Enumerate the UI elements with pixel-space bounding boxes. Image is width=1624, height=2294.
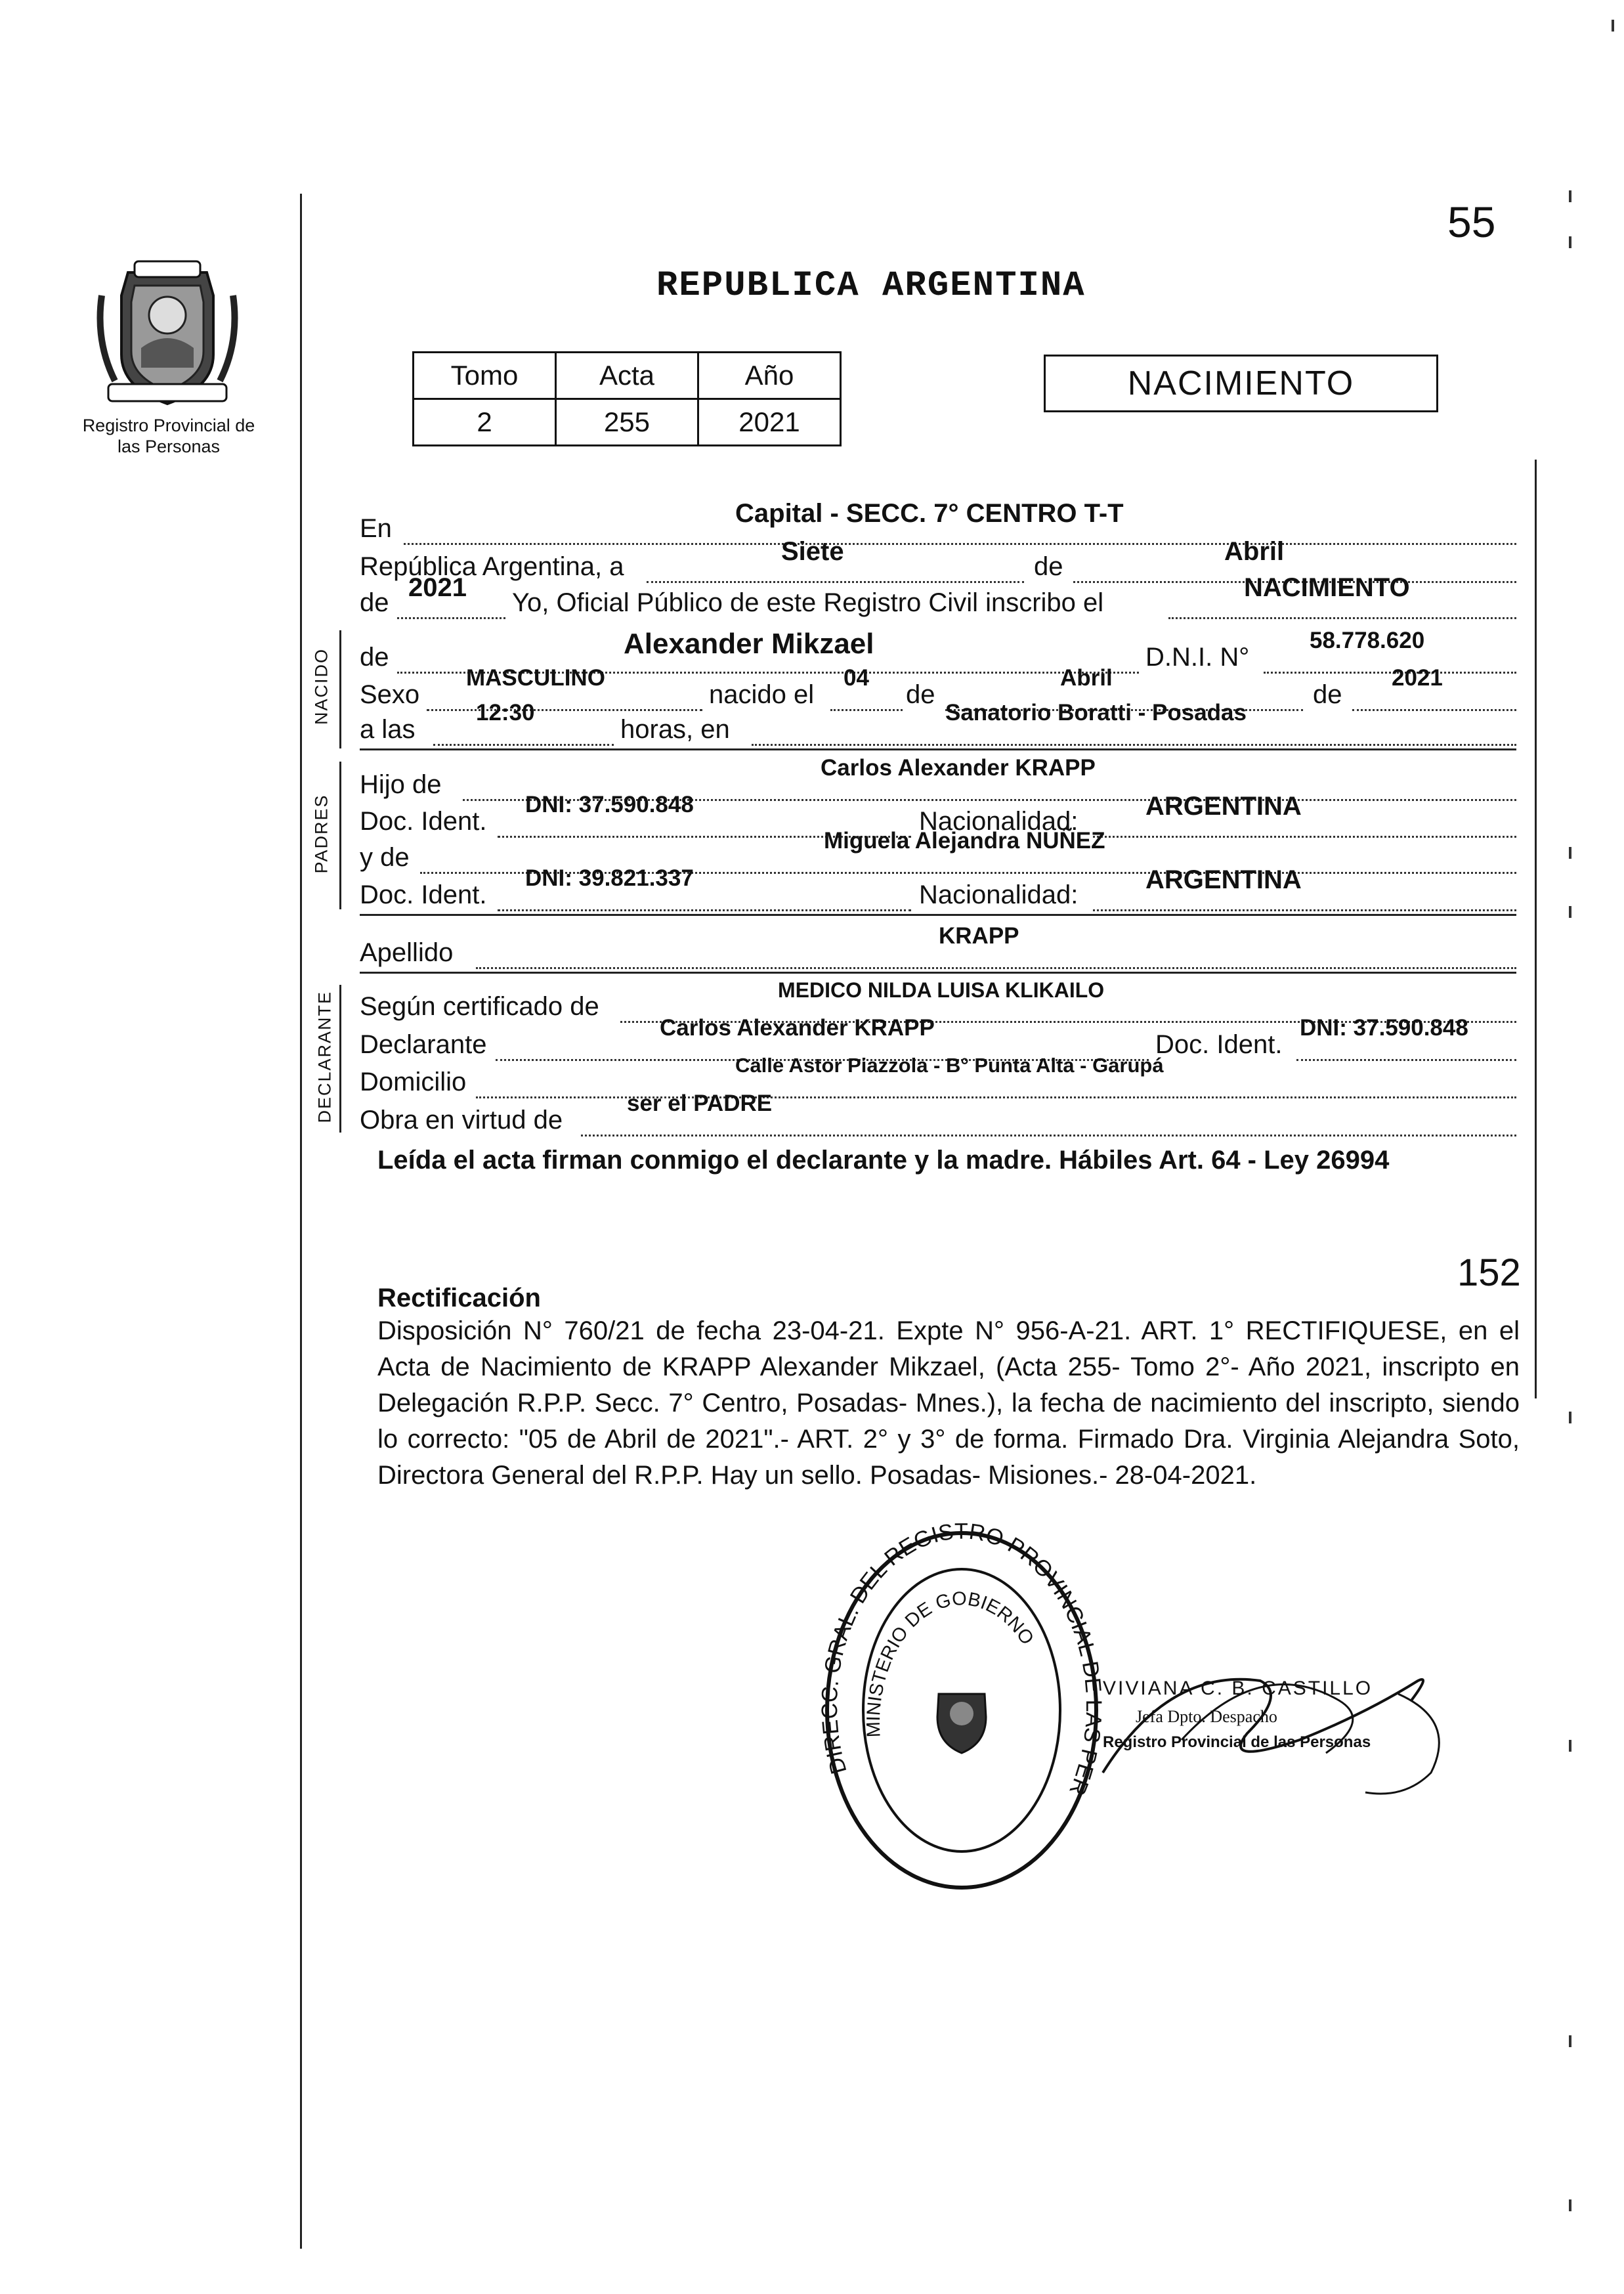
horas-label: horas, en xyxy=(620,715,730,744)
mother-doc-label: Doc. Ident. xyxy=(360,880,487,909)
right-margin-line xyxy=(1535,460,1537,1398)
apellido-divider xyxy=(360,972,1516,974)
acta-value: 255 xyxy=(556,399,698,446)
ano-header: Año xyxy=(698,353,841,399)
signer-name: VIVIANA C. B. CASTILLO xyxy=(1103,1677,1373,1699)
domicilio-value: Calle Astor Piazzola - B° Punta Alta - Garupá xyxy=(735,1054,1164,1077)
apellido-label: Apellido xyxy=(360,938,454,967)
ano-value: 2021 xyxy=(698,399,841,446)
decl-doc: DNI: 37.590.848 xyxy=(1300,1015,1468,1041)
birth-day: 04 xyxy=(844,665,869,691)
mother-doc: DNI: 39.821.337 xyxy=(525,865,694,891)
rectificacion-body: Disposición N° 760/21 de fecha 23-04-21. Expte N° 956-A-21. ART. 1° RECTIFIQUESE, en el Acta de Nacimiento de KRAPP Alexander Mikzael, (Acta 255- Tomo 2°- Año 2021, inscripto en Delegación R.P.P. Secc. 7° Centro, Posadas- Mnes.), la fecha de nacimiento del inscripto, siendo lo correcto: "05 de Abril de 2021".- ART. 2° y 3° de forma. Firmado Dra. Virginia Alejandra Soto, Directora General del R.P.P. Hay un sello. Posadas- Misiones.- 28-04-2021. xyxy=(377,1316,1520,1490)
nacido-bracket-line xyxy=(339,630,341,748)
tomo-acta-ano-table xyxy=(412,351,842,446)
dni-value: 58.778.620 xyxy=(1310,628,1425,653)
nacido-side-label: NACIDO xyxy=(311,648,331,725)
day-value: Siete xyxy=(781,537,844,566)
stamp-inner-text: MINISTERIO DE GOBIERNO xyxy=(863,1588,1038,1738)
scan-mark xyxy=(1612,20,1614,32)
page-number: 55 xyxy=(1447,198,1496,246)
mother-name: Miguela Alejandra NUÑEZ xyxy=(824,828,1105,854)
name-value: Alexander Mikzael xyxy=(624,628,874,660)
scan-mark xyxy=(1569,2035,1571,2047)
signer-title: Jefa Dpto. Despacho xyxy=(1136,1707,1277,1726)
scan-mark xyxy=(1569,190,1571,202)
declarante-value: Carlos Alexander KRAPP xyxy=(660,1015,935,1041)
mother-nac-label: Nacionalidad: xyxy=(919,880,1079,909)
father-nac-label: Nacionalidad: xyxy=(919,807,1079,836)
dni-label: D.N.I. N° xyxy=(1145,643,1250,672)
acta-header: Acta xyxy=(556,353,698,399)
rectificacion-title: Rectificación xyxy=(377,1284,541,1312)
act-type-box: NACIMIENTO xyxy=(1044,355,1438,412)
de2-label: de xyxy=(360,588,389,617)
de-label: de xyxy=(1034,552,1063,581)
declarante-side-label: DECLARANTE xyxy=(314,990,335,1123)
father-name: Carlos Alexander KRAPP xyxy=(821,755,1096,781)
left-margin-line xyxy=(300,194,302,2249)
obra-value: ser el PADRE xyxy=(627,1091,773,1116)
sexo-value: MASCULINO xyxy=(466,665,605,691)
nacido-de-label: de xyxy=(360,643,389,672)
scan-mark xyxy=(1569,2199,1571,2211)
birth-year: 2021 xyxy=(1392,665,1443,691)
scan-mark xyxy=(1569,236,1571,248)
month-value: Abril xyxy=(1224,537,1285,566)
padres-bracket-line xyxy=(339,762,341,909)
tomo-value: 2 xyxy=(414,399,556,446)
time-value: 12:30 xyxy=(476,700,535,725)
decl-doc-label: Doc. Ident. xyxy=(1155,1030,1283,1059)
yo-text: Yo, Oficial Público de este Registro Civil inscribo el xyxy=(512,588,1104,617)
father-doc-label: Doc. Ident. xyxy=(360,807,487,836)
inscribo-value: NACIMIENTO xyxy=(1244,573,1410,602)
declarante-bracket-line xyxy=(339,985,341,1133)
domicilio-label: Domicilio xyxy=(360,1068,467,1096)
en-label: En xyxy=(360,514,392,543)
de-label-2: de xyxy=(906,680,935,709)
provincia-misiones-emblem-icon xyxy=(82,256,253,414)
republica-label: República Argentina, a xyxy=(360,552,624,581)
stamp-outer-text: DIRECC. GRAL. DEL REGISTRO PROVINCIAL DE LAS PER xyxy=(817,1519,1107,1799)
nacido-el-label: nacido el xyxy=(709,680,815,709)
svg-text:DIRECC. GRAL. DEL REGISTRO PRO xyxy=(814,1513,1106,1799)
scan-mark xyxy=(1569,1740,1571,1752)
nacido-divider xyxy=(360,748,1516,750)
obra-label: Obra en virtud de xyxy=(360,1106,563,1135)
scan-mark xyxy=(1569,1412,1571,1423)
segun-value: MEDICO NILDA LUISA KLIKAILO xyxy=(778,978,1105,1002)
yde-label: y de xyxy=(360,843,410,872)
year-value: 2021 xyxy=(408,573,467,602)
father-nac: ARGENTINA xyxy=(1145,792,1302,821)
mother-nac: ARGENTINA xyxy=(1145,865,1302,894)
a-las-label: a las xyxy=(360,715,416,744)
en-value: Capital - SECC. 7° CENTRO T-T xyxy=(735,499,1124,528)
place-value: Sanatorio Boratti - Posadas xyxy=(945,700,1247,725)
scan-mark xyxy=(1569,906,1571,918)
father-doc: DNI: 37.590.848 xyxy=(525,792,694,817)
apellido-value: KRAPP xyxy=(939,923,1019,949)
scan-mark xyxy=(1569,847,1571,859)
signature-note: Leída el acta firman conmigo el declarante y la madre. Hábiles Art. 64 - Ley 26994 xyxy=(377,1146,1390,1175)
tomo-header: Tomo xyxy=(414,353,556,399)
country-heading: REPUBLICA ARGENTINA xyxy=(656,266,1086,306)
declarante-label: Declarante xyxy=(360,1030,487,1059)
hijo-label: Hijo de xyxy=(360,770,442,799)
padres-divider xyxy=(360,914,1516,916)
signer-org: Registro Provincial de las Personas xyxy=(1103,1733,1371,1751)
segun-label: Según certificado de xyxy=(360,992,599,1021)
de-label-3: de xyxy=(1313,680,1342,709)
official-stamp-icon xyxy=(814,1513,1109,1907)
rectificacion-number: 152 xyxy=(1457,1251,1521,1294)
sexo-label: Sexo xyxy=(360,680,420,709)
birth-month: Abril xyxy=(1060,665,1113,691)
registro-provincial-caption: Registro Provincial de las Personas xyxy=(82,416,255,456)
padres-side-label: PADRES xyxy=(311,794,331,874)
signature-block xyxy=(1090,1641,1457,1806)
